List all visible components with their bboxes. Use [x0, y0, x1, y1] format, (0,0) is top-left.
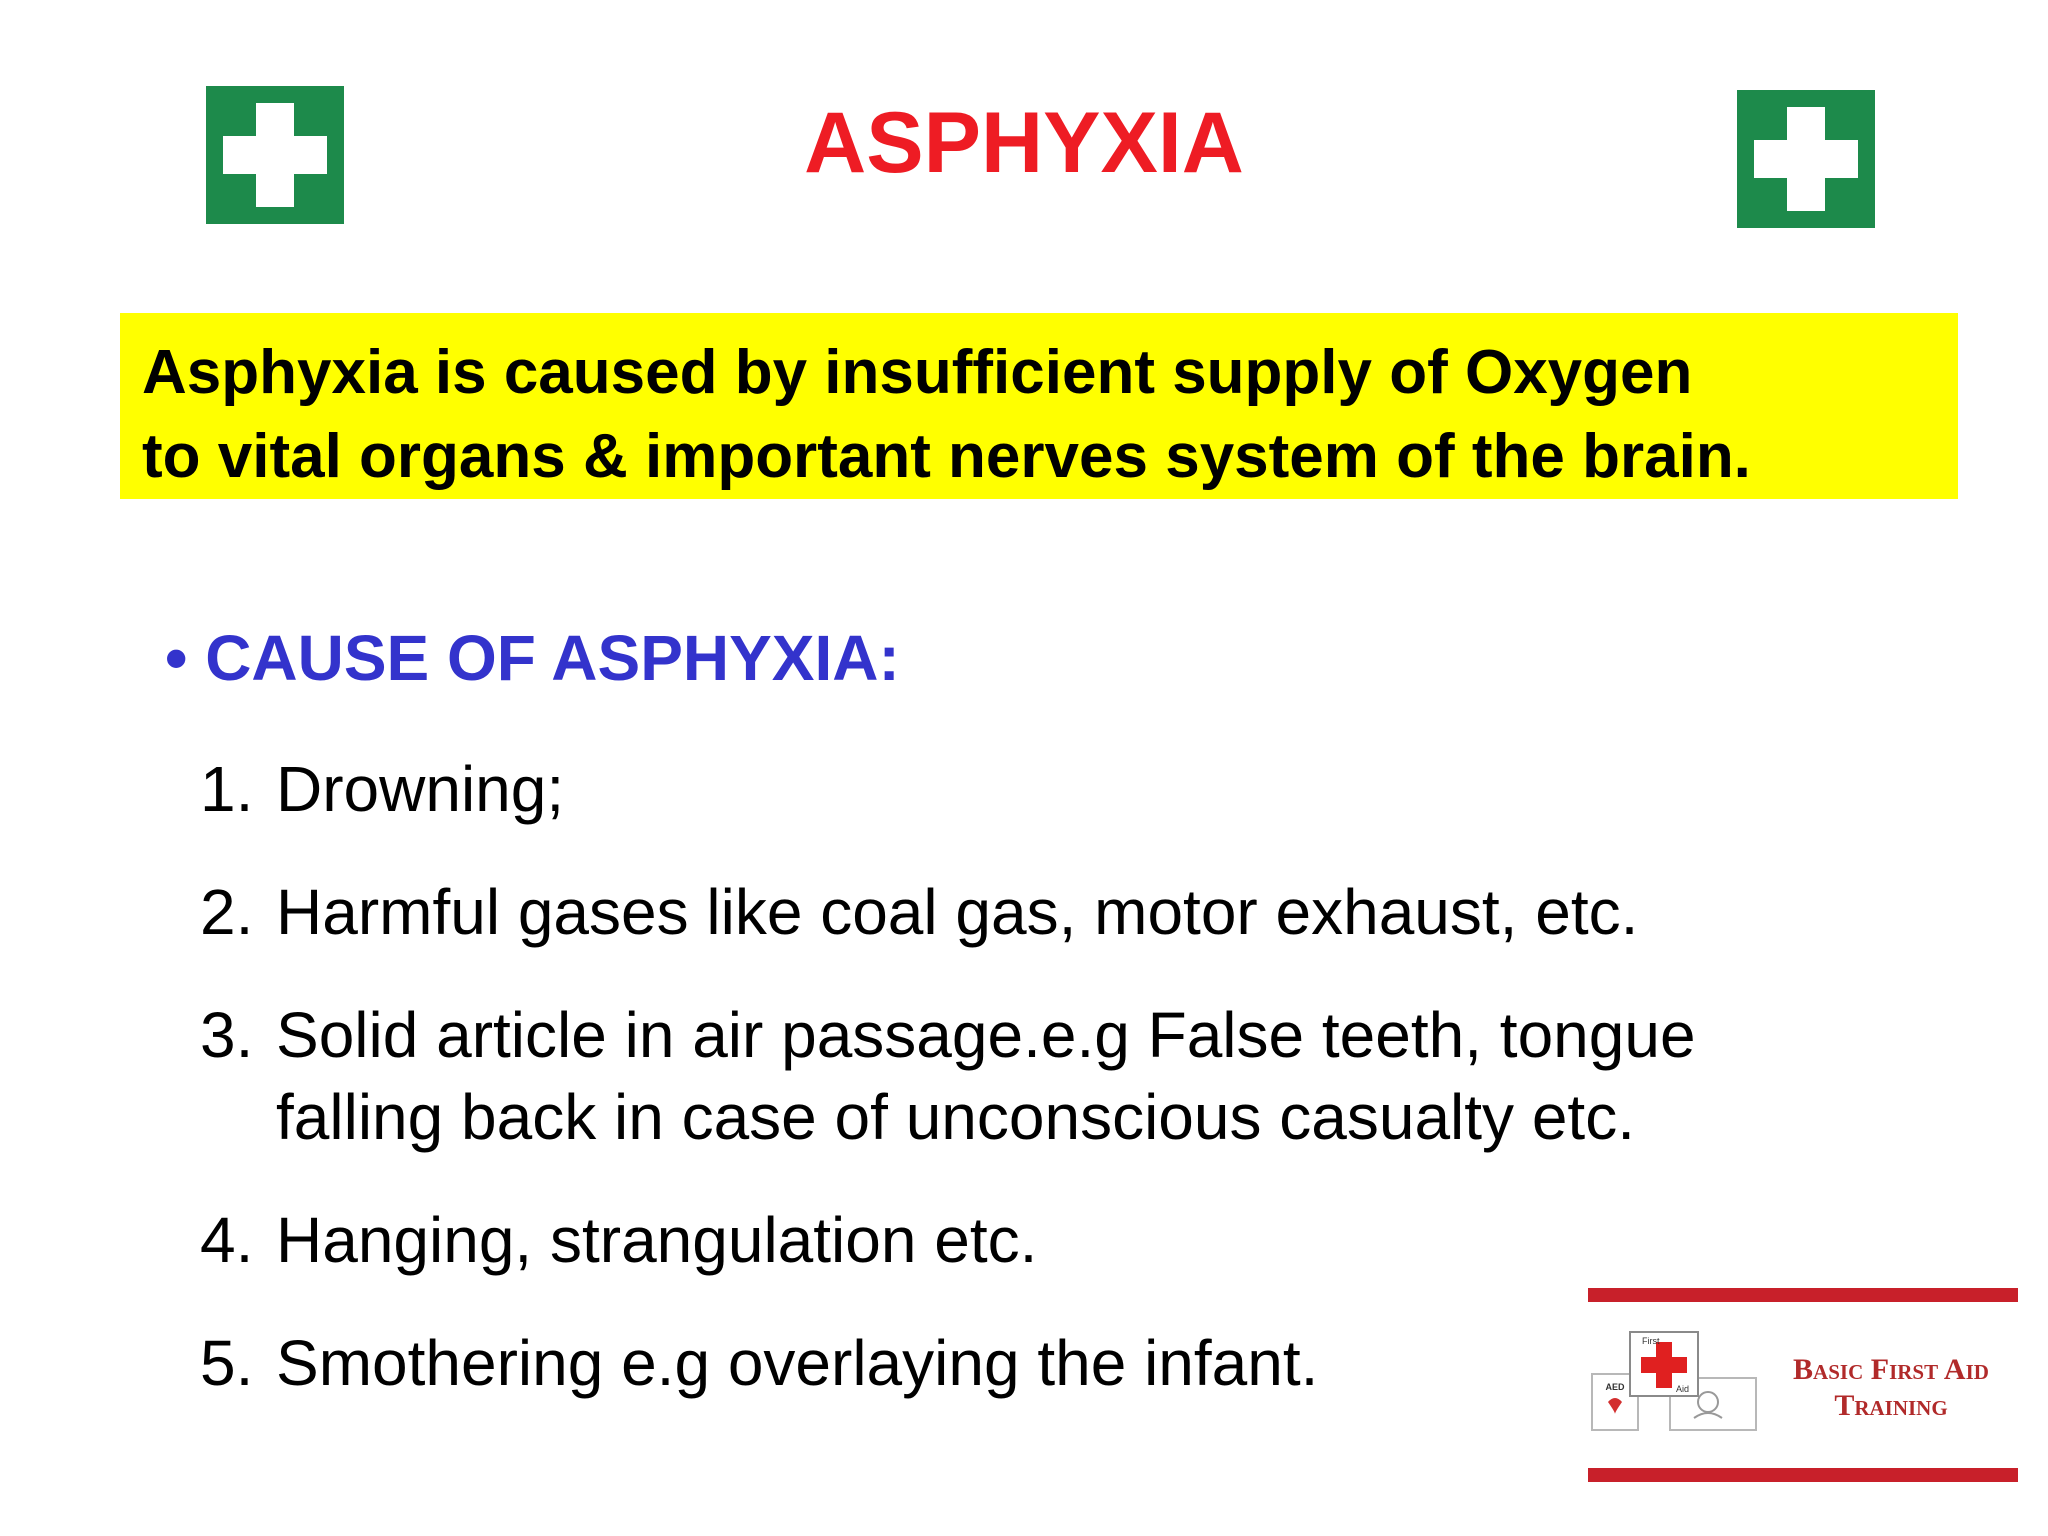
aid-label: Aid — [1676, 1384, 1690, 1394]
list-item — [200, 1322, 1800, 1404]
logo-text-line-1: Basic First Aid — [1793, 1353, 1989, 1386]
list-item — [200, 748, 1800, 830]
basic-first-aid-training-logo — [1588, 1288, 2018, 1488]
list-item — [200, 1199, 1800, 1281]
red-cross-horizontal — [1641, 1357, 1687, 1373]
list-item-text: Solid article in air passage.e.g False teeth, tongue falling back in case of unconscious casualty etc. — [276, 999, 1696, 1153]
first-aid-cross-icon — [1737, 90, 1875, 228]
first-aid-kit-icon — [1590, 1328, 1760, 1440]
list-item-number: 3. — [200, 999, 254, 1071]
list-item-text: Harmful gases like coal gas, motor exhaust, etc. — [276, 876, 1639, 948]
definition-line-1: Asphyxia is caused by insufficient supply of Oxygen — [142, 338, 1693, 407]
logo-top-rule — [1588, 1288, 2018, 1302]
list-item-number: 5. — [200, 1327, 254, 1399]
definition-line-2: to vital organs & important nerves system of the brain. — [142, 422, 1751, 491]
cross-horizontal-bar — [1754, 140, 1858, 178]
list-item-number: 4. — [200, 1204, 254, 1276]
definition-highlight-box — [120, 313, 1958, 499]
causes-list — [200, 748, 1800, 1445]
list-item-number: 1. — [200, 753, 254, 825]
first-label: First — [1642, 1336, 1660, 1346]
slide-title: ASPHYXIA — [804, 95, 1244, 191]
list-item-text: Hanging, strangulation etc. — [276, 1204, 1038, 1276]
logo-text — [1766, 1352, 2016, 1424]
list-item-text: Smothering e.g overlaying the infant. — [276, 1327, 1319, 1399]
list-item-text: Drowning; — [276, 753, 565, 825]
aed-label: AED — [1605, 1382, 1625, 1392]
list-item — [200, 871, 1800, 953]
logo-bottom-rule — [1588, 1468, 2018, 1482]
list-item-number: 2. — [200, 876, 254, 948]
logo-text-line-2: Training — [1834, 1389, 1948, 1422]
list-item — [200, 994, 1800, 1158]
causes-heading: • CAUSE OF ASPHYXIA: — [165, 622, 900, 694]
